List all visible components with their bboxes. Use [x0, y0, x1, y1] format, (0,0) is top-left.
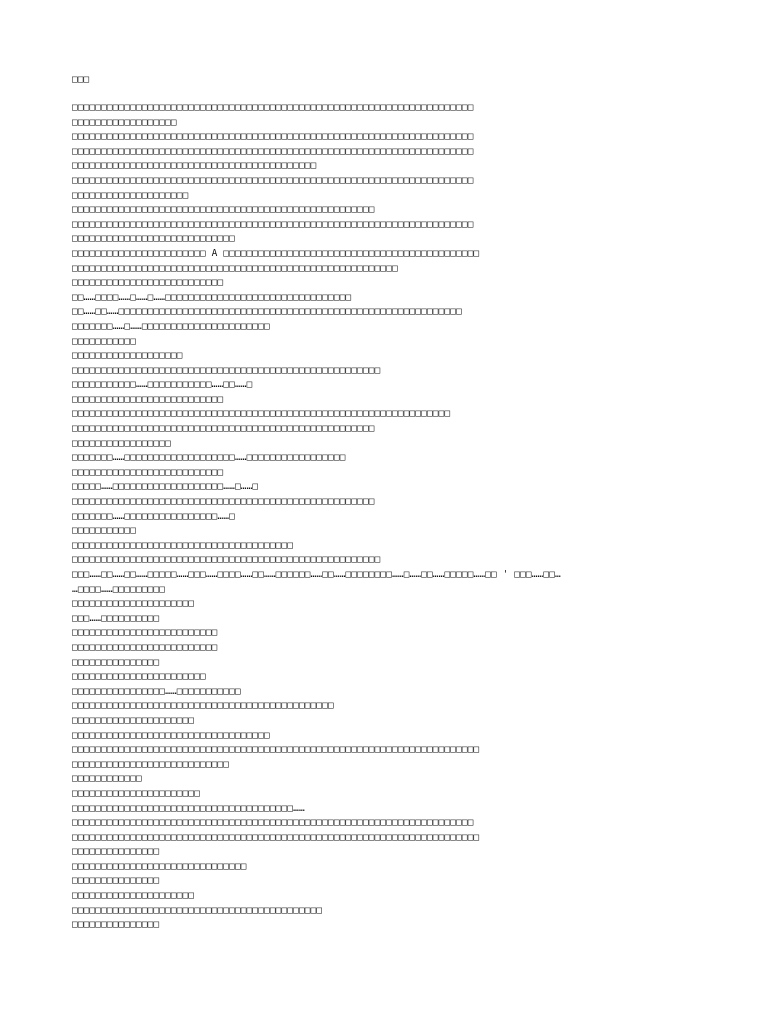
text-line: □□□□□□□□□□□□□□□□□□□□□□□□□□□	[72, 758, 230, 770]
text-line: □□□□□□□□□□□□□□□□□□□□□□□□□□□□□□□□□□□□□□□□□□□□□□□□□□□□□□□□	[72, 262, 398, 274]
document-page	[72, 72, 700, 933]
text-line: □□□□□□□□□□□□□□□□□□□□□□□□□□□□□□□□□□□□□□□□□□□□□□□□□□□□	[72, 423, 375, 435]
text-line: □□□□□□□□□□□□□□□□□□□□□□□□□□□□□□□□□□□□□□□□□□□□□□□□□□□□	[72, 204, 375, 216]
text-line: □□□□□□□□□□□□□□□□□□□□□	[72, 890, 195, 902]
text-line: □□□□□□□□□□□	[72, 335, 137, 347]
text-line: □□□□□□□□□□□□□□□□□□□□□□□□□	[72, 627, 218, 639]
text-line: □□□□□□□□□□□□	[72, 773, 142, 785]
text-line: □□□□□□□□□□□□□□□□□□□□□□	[72, 787, 201, 799]
text-line: □□□□□□□□□□□……□□□□□□□□□□□……□□……□	[72, 379, 253, 391]
text-line: □□□□□□□□□□□□□□□□□□□□□□□□□□□□□□□□□□□□□□□□□□□□□	[72, 700, 334, 712]
text-line: □□□□□□□□□□□□□□□	[72, 846, 160, 858]
text-line: □□□□□□□□□□□□□□□□□□□□□□□□□□□□□□□□□□□□□□……	[72, 802, 305, 814]
text-line: …□□□□……□□□□□□□□□	[72, 583, 166, 595]
text-line: □□□□□□□□□□□□□□□□□□□	[72, 350, 183, 362]
text-line: □□□□□□□□□□□□□□□□□□□□□□□□□□□□□□□□□□□□□□□□□□□□□□□□□□□□□□□□□□□□□□□□□	[72, 408, 451, 420]
text-line: □□□□□□□□□□□□□□□□□□□□□	[72, 714, 195, 726]
text-line: □□……□□……□□□□□□□□□□□□□□□□□□□□□□□□□□□□□□□□□□□□□□□□□□□□□□□□□□□□□□□□□□□	[72, 306, 462, 318]
text-line: □□□□□□□□□□□□□□□□□□□□□□□□□□□□□□□□□□□□□□□□□□□□□□□□□□□□□□□□□□□□□□□□□□□□□	[72, 218, 474, 230]
title-spacer	[72, 87, 700, 101]
text-line: □□□□□□□□□□□□□□□	[72, 919, 160, 931]
text-line: □□□……□□……□□……□□□□□……□□□……□□□□……□□……□□□□□□……□□……□□□□□□□□……□……□□……□□□□□……□□ ' □□□……□□…	[72, 569, 561, 580]
text-line: □□□□□□□□□□□□□□□□□□□□□□□ A □□□□□□□□□□□□□□□□□□□□□□□□□□□□□□□□□□□□□□□□□□□□	[72, 247, 480, 259]
text-line: □□□□□□□□□□□□□□□□□□□□□□□□□□□□□□□□□□□□□□□□□□□□□□□□□□□□□□□□□□□□□□□□□□□□□	[72, 131, 474, 143]
text-line: □□□□□□□□□□□□□□□□□□□□□□□□□□□□□□□□□□	[72, 729, 270, 741]
text-line: □□□□□□□……□……□□□□□□□□□□□□□□□□□□□□□□	[72, 320, 270, 332]
text-line: □□□□□□□□□□□□□□□□□□□□□□□□□□□□□□□□□□□□□□□□□□□□□□□□□□□□□□□□□□□□□□□□□□□□□□	[72, 744, 480, 756]
text-line: □□□□□□□□□□□□□□□□□	[72, 437, 171, 449]
text-line: □□□□□□□……□□□□□□□□□□□□□□□□□□□……□□□□□□□□□□□□□□□□□	[72, 452, 346, 464]
text-line: □□□□□□□□□□□□□□□□……□□□□□□□□□□□	[72, 685, 241, 697]
text-line: □□□□□□□□□□□□□□□□□□□□□□□□□□□□□□□□□□□□□□□□□□□□□□□□□□□□	[72, 496, 375, 508]
text-line: □□□□□……□□□□□□□□□□□□□□□□□□□……□……□	[72, 481, 259, 493]
text-line: □□□□□□□□□□□□□□□□□□□□□□□	[72, 671, 206, 683]
text-line: □□□□□□□□□□□□□□□□□□□□□□□□□	[72, 641, 218, 653]
text-line: □□□□□□□□□□□□□□□□□□□□□□□□□□□□□□□□□□□□□□□□□□□□□□□□□□□□□	[72, 364, 381, 376]
text-line: □□……□□□□……□……□……□□□□□□□□□□□□□□□□□□□□□□□□□□□□□□□□	[72, 291, 352, 303]
text-line: □□□□□□□……□□□□□□□□□□□□□□□□……□	[72, 510, 235, 522]
text-line: □□□□□□□□□□□□□□□□□□□□□□□□□□	[72, 393, 224, 405]
text-line: □□□……□□□□□□□□□□	[72, 612, 160, 624]
text-line: □□□□□□□□□□□□□□□□□□□□□□□□□□□□□□□□□□□□□□□□□□□□□□□□□□□□□□□□□□□□□□□□□□□□□	[72, 174, 474, 186]
text-line: □□□□□□□□□□□□□□□□□□□□□□□□□□□□□□□□□□□□□□□□□□□□□□□□□□□□□□□□□□□□□□□□□□□□□	[72, 145, 474, 157]
text-line: □□□□□□□□□□□□□□□	[72, 656, 160, 668]
document-body	[72, 101, 700, 933]
text-line: □□□□□□□□□□□□□□□□□□□□□□□□□□	[72, 277, 224, 289]
text-line: □□□□□□□□□□□□□□□□□□□□	[72, 189, 189, 201]
text-line: □□□□□□□□□□□□□□□□□□□□□□□□□□□□□□□□□□□□□□□□□□□□□□□□□□□□□□□□□□□□□□□□□□□□□	[72, 102, 474, 113]
text-line: □□□□□□□□□□□□□□□□□□□□□□□□□□□□□□□□□□□□□□	[72, 539, 294, 551]
text-line: □□□□□□□□□□□□□□□□□□□□□□□□□□□□□□□□□□□□□□□□□□□	[72, 904, 323, 916]
text-line: □□□□□□□□□□□□□□□	[72, 875, 160, 887]
text-line: □□□□□□□□□□□□□□□□□□□□□□□□□□□□□□□□□□□□□□□□□□□□□□□□□□□□□□□□□□□□□□□□□□□□□□	[72, 831, 480, 843]
text-line: □□□□□□□□□□□□□□□□□□□□□□□□□□	[72, 466, 224, 478]
text-line: □□□□□□□□□□□□□□□□□□	[72, 116, 177, 128]
text-line: □□□□□□□□□□□□□□□□□□□□□□□□□□□□□□□□□□□□□□□□□□□□□□□□□□□□□	[72, 554, 381, 566]
text-line: □□□□□□□□□□□□□□□□□□□□□□□□□□□□	[72, 233, 235, 245]
text-line: □□□□□□□□□□□□□□□□□□□□□□□□□□□□□□□□□□□□□□□□□□	[72, 160, 317, 172]
document-title: □□□	[72, 74, 90, 85]
text-line: □□□□□□□□□□□□□□□□□□□□□	[72, 598, 195, 610]
text-line: □□□□□□□□□□□	[72, 525, 137, 537]
text-line: □□□□□□□□□□□□□□□□□□□□□□□□□□□□□□□□□□□□□□□□□□□□□□□□□□□□□□□□□□□□□□□□□□□□□	[72, 817, 474, 829]
text-line: □□□□□□□□□□□□□□□□□□□□□□□□□□□□□□	[72, 860, 247, 872]
